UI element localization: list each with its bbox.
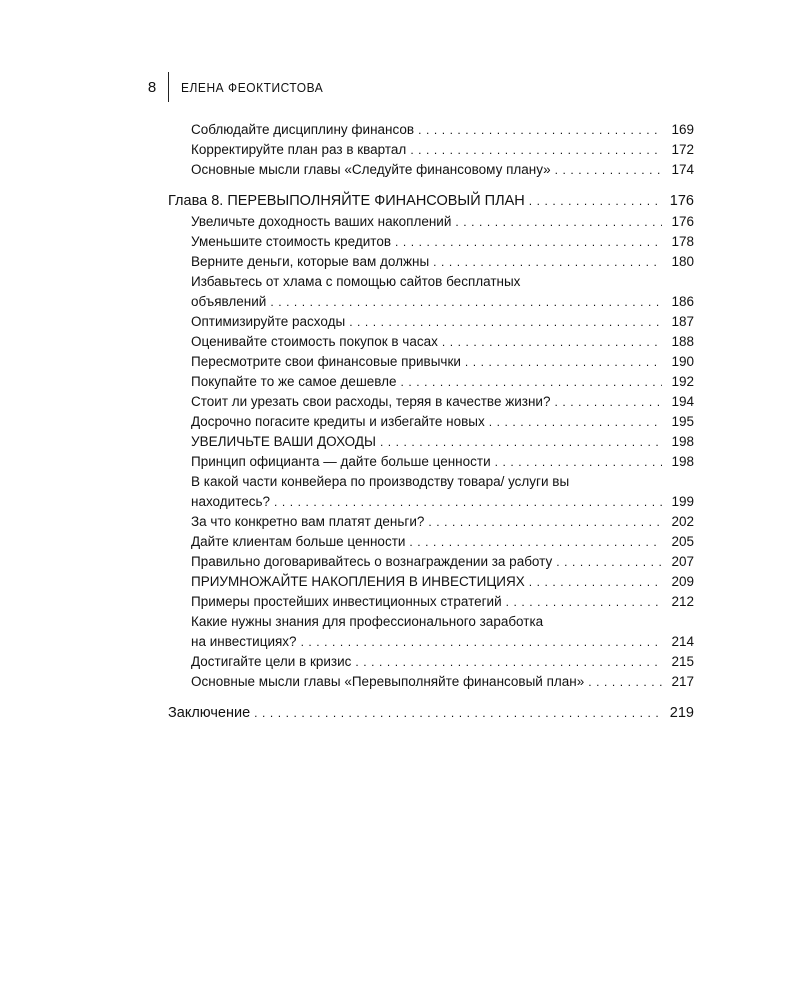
toc-entry-title: Дайте клиентам больше ценности xyxy=(191,534,406,549)
toc-entry-page: 195 xyxy=(671,414,694,429)
table-of-contents xyxy=(168,120,694,724)
toc-entry-title: Правильно договаривайтесь о вознаграждении за работу xyxy=(191,554,553,569)
toc-entry-page: 178 xyxy=(671,234,694,249)
page-number: 8 xyxy=(147,78,157,96)
header-divider xyxy=(168,72,169,102)
toc-entry-page: 176 xyxy=(671,214,694,229)
toc-entry-title: Принцип официанта — дайте больше ценности xyxy=(191,454,491,469)
toc-chapter-heading xyxy=(168,190,694,212)
toc-entry-title: Стоит ли урезать свои расходы, теряя в качестве жизни? xyxy=(191,394,551,409)
toc-entry xyxy=(168,412,694,432)
toc-entry-page: 202 xyxy=(671,514,694,529)
toc-entry-title-line2: на инвестициях? xyxy=(191,634,297,649)
toc-chapter-title: Глава 8. ПЕРЕВЫПОЛНЯЙТЕ ФИНАНСОВЫЙ ПЛАН xyxy=(168,193,525,209)
toc-entry-page: 199 xyxy=(671,494,694,509)
toc-entry-title-line1: В какой части конвейера по производству товара/ услуги вы xyxy=(191,474,570,489)
toc-entry xyxy=(168,532,694,552)
toc-entry xyxy=(168,160,694,180)
toc-section-title: ПРИУМНОЖАЙТЕ НАКОПЛЕНИЯ В ИНВЕСТИЦИЯХ xyxy=(191,574,525,589)
toc-entry-title: Покупайте то же самое дешевле xyxy=(191,374,397,389)
toc-entry-title: Оценивайте стоимость покупок в часах xyxy=(191,334,438,349)
toc-entry xyxy=(168,120,694,140)
toc-entry-title: Увеличьте доходность ваших накоплений xyxy=(191,214,452,229)
toc-chapter-page: 176 xyxy=(669,193,694,209)
toc-entry xyxy=(168,212,694,232)
toc-entry-page: 198 xyxy=(671,434,694,449)
toc-entry-title: Основные мысли главы «Перевыполняйте финансовый план» xyxy=(191,674,585,689)
toc-entry xyxy=(168,312,694,332)
toc-entry xyxy=(168,392,694,412)
toc-entry-title-line2: объявлений xyxy=(191,294,267,309)
toc-entry-page: 212 xyxy=(671,594,694,609)
toc-section-heading xyxy=(168,572,694,592)
toc-entry-page: 207 xyxy=(671,554,694,569)
toc-entry-page: 187 xyxy=(671,314,694,329)
toc-entry-title-line1: Избавьтесь от хлама с помощью сайтов бесплатных xyxy=(191,274,521,289)
toc-entry-title: Пересмотрите свои финансовые привычки xyxy=(191,354,461,369)
toc-entry-title: Основные мысли главы «Следуйте финансовому плану» xyxy=(191,162,551,177)
toc-entry xyxy=(168,232,694,252)
toc-entry-page: 190 xyxy=(671,354,694,369)
toc-section-heading xyxy=(168,432,694,452)
toc-entry xyxy=(168,512,694,532)
toc-entry-page: 172 xyxy=(671,142,694,157)
toc-section-title: УВЕЛИЧЬТЕ ВАШИ ДОХОДЫ xyxy=(191,434,376,449)
toc-entry-page: 214 xyxy=(671,634,694,649)
toc-entry-title: Верните деньги, которые вам должны xyxy=(191,254,430,269)
toc-entry-title: Достигайте цели в кризис xyxy=(191,654,352,669)
toc-entry-page: 209 xyxy=(671,574,694,589)
toc-entry xyxy=(168,592,694,612)
toc-entry xyxy=(168,672,694,692)
toc-entry-title: Оптимизируйте расходы xyxy=(191,314,346,329)
toc-entry-page: 180 xyxy=(671,254,694,269)
toc-chapter-title: Заключение xyxy=(168,705,251,721)
toc-entry xyxy=(168,492,694,512)
toc-entry xyxy=(168,352,694,372)
toc-entry-page: 174 xyxy=(671,162,694,177)
toc-entry-page: 215 xyxy=(671,654,694,669)
toc-entry xyxy=(168,452,694,472)
toc-entry-page: 194 xyxy=(671,394,694,409)
toc-entry-page: 217 xyxy=(671,674,694,689)
running-header xyxy=(140,72,336,102)
toc-entry xyxy=(168,632,694,652)
toc-entry-page: 198 xyxy=(671,454,694,469)
toc-entry-page: 186 xyxy=(671,294,694,309)
toc-entry-title: Уменьшите стоимость кредитов xyxy=(191,234,392,249)
toc-entry-page: 188 xyxy=(671,334,694,349)
toc-entry xyxy=(168,332,694,352)
toc-entry xyxy=(168,252,694,272)
toc-entry xyxy=(168,652,694,672)
toc-entry-page: 205 xyxy=(671,534,694,549)
toc-entry-title: Соблюдайте дисциплину финансов xyxy=(191,122,415,137)
toc-entry-title: Примеры простейших инвестиционных стратегий xyxy=(191,594,502,609)
author-name: ЕЛЕНА ФЕОКТИСТОВА xyxy=(181,79,324,95)
toc-entry-title-line1: Какие нужны знания для профессионального заработка xyxy=(191,614,544,629)
toc-entry xyxy=(168,292,694,312)
toc-entry xyxy=(168,552,694,572)
toc-entry xyxy=(168,372,694,392)
toc-entry-page: 169 xyxy=(671,122,694,137)
toc-entry xyxy=(168,140,694,160)
toc-entry-title: Досрочно погасите кредиты и избегайте новых xyxy=(191,414,485,429)
toc-chapter-page: 219 xyxy=(669,705,694,721)
toc-entry-title-line2: находитесь? xyxy=(191,494,271,509)
toc-entry-title: За что конкретно вам платят деньги? xyxy=(191,514,425,529)
toc-entry-page: 192 xyxy=(671,374,694,389)
toc-entry-title: Корректируйте план раз в квартал xyxy=(191,142,407,157)
toc-chapter-heading xyxy=(168,702,694,724)
